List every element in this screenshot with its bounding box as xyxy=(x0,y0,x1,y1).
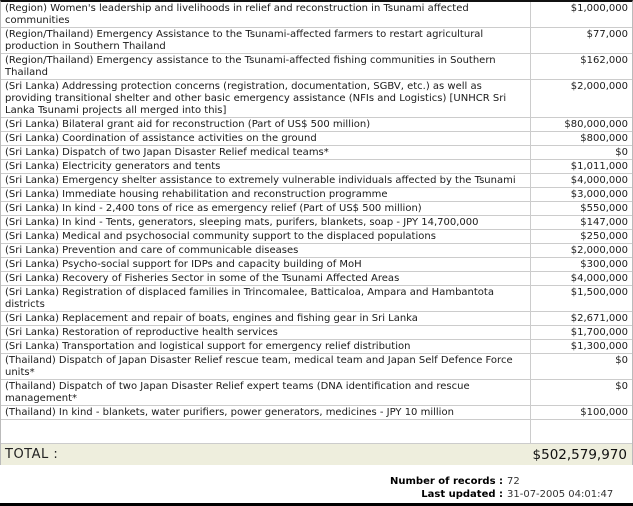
row-amount: $4,000,000 xyxy=(530,174,632,187)
total-label: TOTAL : xyxy=(5,447,59,462)
row-description: (Sri Lanka) Transportation and logistical support for emergency relief distribution xyxy=(5,341,411,352)
last-updated-label: Last updated : xyxy=(421,489,503,500)
row-amount: $77,000 xyxy=(530,28,632,53)
row-amount: $0 xyxy=(530,380,632,405)
row-description: (Sri Lanka) Psycho-social support for IDPs and capacity building of MoH xyxy=(5,259,362,270)
row-amount: $1,011,000 xyxy=(530,160,632,173)
row-description: (Region) Women's leadership and livelihoods in relief and reconstruction in Tsunami affected communities xyxy=(5,3,469,26)
row-description: (Sri Lanka) Replacement and repair of boats, engines and fishing gear in Sri Lanka xyxy=(5,313,418,324)
row-description xyxy=(1,420,530,443)
table-row xyxy=(1,354,632,380)
row-description: (Sri Lanka) Bilateral grant aid for reconstruction (Part of US$ 500 million) xyxy=(5,119,371,130)
row-description: (Sri Lanka) Addressing protection concerns (registration, documentation, SGBV, etc.) as well as providing transitional shelter and other basic emergency assistance (NFIs and Logistics) [UNHCR Sri Lanka Tsunami projects all merged into this] xyxy=(5,81,507,116)
table-row xyxy=(1,2,632,28)
table-row xyxy=(1,146,632,160)
table-body xyxy=(1,2,632,444)
table-row xyxy=(1,80,632,118)
spacer-row xyxy=(1,420,632,444)
table-row xyxy=(1,272,632,286)
row-amount: $1,500,000 xyxy=(530,286,632,311)
row-amount: $2,000,000 xyxy=(530,244,632,257)
table-row xyxy=(1,28,632,54)
table-row xyxy=(1,380,632,406)
row-description: (Sri Lanka) Prevention and care of communicable diseases xyxy=(5,245,299,256)
row-amount: $147,000 xyxy=(530,216,632,229)
row-description: (Sri Lanka) Emergency shelter assistance to extremely vulnerable individuals affected by the Tsunami xyxy=(5,175,516,186)
table-row xyxy=(1,160,632,174)
table-row xyxy=(1,216,632,230)
table-row xyxy=(1,54,632,80)
row-amount: $1,300,000 xyxy=(530,340,632,353)
row-description: (Thailand) In kind - blankets, water purifiers, power generators, medicines - JPY 10 million xyxy=(5,407,454,418)
row-amount: $4,000,000 xyxy=(530,272,632,285)
row-amount: $2,000,000 xyxy=(530,80,632,117)
records-count-value: 72 xyxy=(507,476,520,487)
row-amount: $300,000 xyxy=(530,258,632,271)
row-amount: $1,700,000 xyxy=(530,326,632,339)
row-description: (Thailand) Dispatch of Japan Disaster Relief rescue team, medical team and Japan Self Defence Force units* xyxy=(5,355,513,378)
row-description: (Sri Lanka) In kind - Tents, generators, sleeping mats, purifers, blankets, soap - JPY 14,700,000 xyxy=(5,217,479,228)
row-description: (Sri Lanka) In kind - 2,400 tons of rice as emergency relief (Part of US$ 500 million) xyxy=(5,203,422,214)
row-description: (Sri Lanka) Restoration of reproductive health services xyxy=(5,327,278,338)
total-amount: $502,579,970 xyxy=(532,446,627,463)
row-amount: $550,000 xyxy=(530,202,632,215)
row-description: (Sri Lanka) Coordination of assistance activities on the ground xyxy=(5,133,317,144)
table-row xyxy=(1,230,632,244)
last-updated-value: 31-07-2005 04:01:47 xyxy=(507,489,614,500)
table-row xyxy=(1,244,632,258)
row-amount: $0 xyxy=(530,146,632,159)
table-row xyxy=(1,312,632,326)
row-amount: $2,671,000 xyxy=(530,312,632,325)
table-row xyxy=(1,406,632,420)
row-amount: $162,000 xyxy=(530,54,632,79)
table-row xyxy=(1,258,632,272)
row-description: (Region/Thailand) Emergency Assistance to the Tsunami-affected farmers to restart agricultural production in Southern Thailand xyxy=(5,29,484,52)
row-description: (Sri Lanka) Immediate housing rehabilitation and reconstruction programme xyxy=(5,189,388,200)
summary-footer xyxy=(0,476,633,500)
table-row xyxy=(1,174,632,188)
row-amount: $3,000,000 xyxy=(530,188,632,201)
row-amount: $800,000 xyxy=(530,132,632,145)
row-amount: $250,000 xyxy=(530,230,632,243)
row-description: (Sri Lanka) Dispatch of two Japan Disaster Relief medical teams* xyxy=(5,147,329,158)
table-row xyxy=(1,286,632,312)
total-row xyxy=(1,444,632,465)
table-row xyxy=(1,340,632,354)
table-row xyxy=(1,132,632,146)
table-row xyxy=(1,118,632,132)
row-description: (Sri Lanka) Recovery of Fisheries Sector in some of the Tsunami Affected Areas xyxy=(5,273,400,284)
row-description: (Thailand) Dispatch of two Japan Disaster Relief expert teams (DNA identification and rescue management* xyxy=(5,381,470,404)
row-amount: $80,000,000 xyxy=(530,118,632,131)
row-description: (Sri Lanka) Electricity generators and tents xyxy=(5,161,221,172)
table-row xyxy=(1,326,632,340)
row-description: (Sri Lanka) Registration of displaced families in Trincomalee, Batticaloa, Ampara and Hambantota districts xyxy=(5,287,494,310)
row-description: (Region/Thailand) Emergency assistance to the Tsunami-affected fishing communities in Southern Thailand xyxy=(5,55,496,78)
row-amount: $100,000 xyxy=(530,406,632,419)
row-amount: $0 xyxy=(530,354,632,379)
row-amount xyxy=(530,420,632,443)
records-count-label: Number of records : xyxy=(390,476,503,487)
row-description: (Sri Lanka) Medical and psychosocial community support to the displaced populations xyxy=(5,231,436,242)
table-row xyxy=(1,188,632,202)
table-row xyxy=(1,202,632,216)
row-amount: $1,000,000 xyxy=(530,2,632,27)
